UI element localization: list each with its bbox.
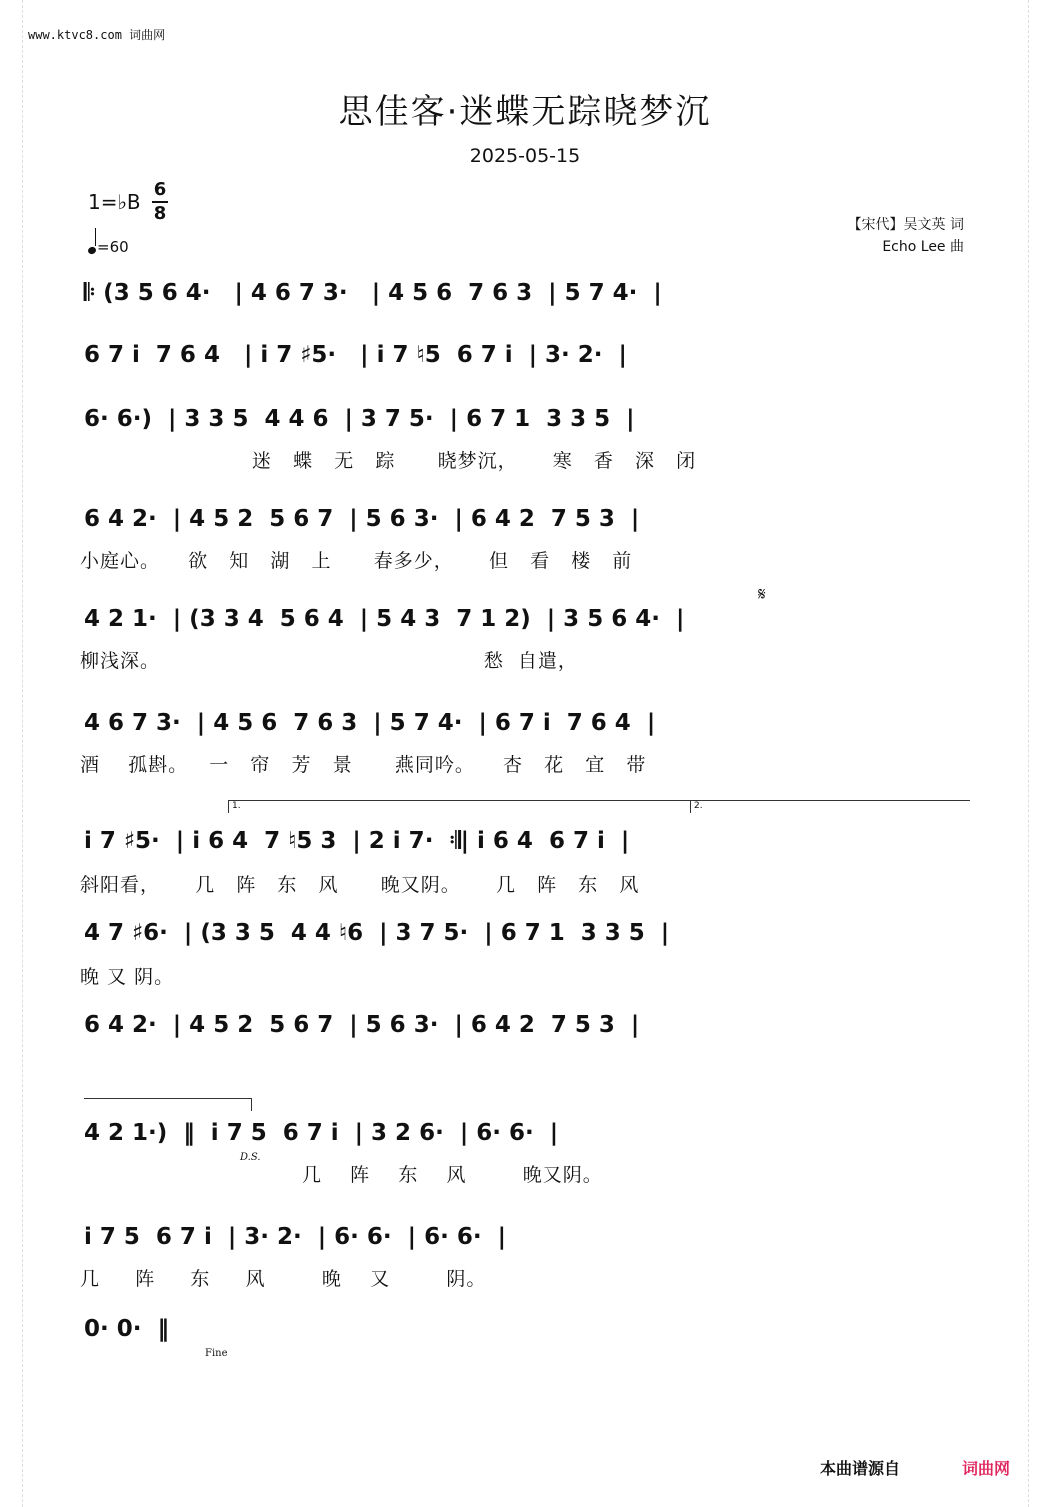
note-stem — [95, 228, 96, 246]
song-date: 2025-05-15 — [469, 145, 581, 167]
ds-bracket — [84, 1098, 252, 1111]
footer-site-link[interactable]: 词曲网 — [961, 1459, 1010, 1478]
right-edge-line — [1028, 0, 1029, 1507]
lyrics-row-10: 几 阵 东 风 晚又阴。 — [302, 1164, 603, 1186]
lyrics-row-3: 迷 蝶 无 踪 晓梦沉， 寒 香 深 闭 — [252, 450, 697, 472]
score-row-3: 6· 6·) | 3 3 5 4 4 6 | 3 7 5· | 6 7 1 3 3 5 | — [84, 406, 635, 432]
time-signature — [152, 180, 168, 224]
score-row-10: 4 2 1·) ‖ i 7 5 6 7 i | 3 2 6· | 6· 6· | — [84, 1120, 559, 1146]
score-row-7: i 7 ♯5· | i 6 4 7 ♮5 3 | 2 i 7· 𝄇| i 6 4 6 7 i | — [84, 828, 630, 854]
score-row-4: 6 4 2· | 4 5 2 5 6 7 | 5 6 3· | 6 4 2 7 5 3 | — [84, 506, 640, 532]
meter-top: 6 — [153, 179, 167, 200]
ds-label: D.S. — [240, 1152, 261, 1163]
volta-1: 1. — [228, 800, 690, 813]
score-row-5: 4 2 1· | (3 3 4 5 6 4 | 5 4 3 7 1 2) | 3 5 6 4· | — [84, 606, 685, 632]
site-url[interactable]: www.ktvc8.com 词曲网 — [28, 28, 166, 42]
composer-credit: Echo Lee 曲 — [882, 239, 964, 255]
lyrics-row-6: 酒 孤斟。 一 帘 芳 景 燕同吟。 杏 花 宜 带 — [80, 754, 647, 776]
score-row-1: 𝄆 (3 5 6 4· | 4 6 7 3· | 4 5 6 7 6 3 | 5 7 4· | — [84, 280, 662, 306]
fine-label: Fine — [205, 1348, 228, 1359]
lyrics-row-4: 小庭心。 欲 知 湖 上 春多少， 但 看 楼 前 — [80, 550, 633, 572]
tempo-value: =60 — [97, 238, 129, 256]
segno-sign: 𝄋 — [758, 584, 766, 605]
score-row-2: 6 7 i 7 6 4 | i 7 ♯5· | i 7 ♮5 6 7 i | 3· 2· | — [84, 342, 627, 368]
meter-bottom: 8 — [153, 203, 167, 224]
left-edge-line — [22, 0, 23, 1507]
volta-2: 2. — [690, 800, 970, 813]
tempo-mark — [88, 234, 129, 256]
lyrics-row-7: 斜阳看， 几 阵 东 风 晚又阴。 几 阵 东 风 — [80, 874, 640, 896]
score-row-11: i 7 5 6 7 i | 3· 2· | 6· 6· | 6· 6· | — [84, 1224, 506, 1250]
quarter-note-icon — [87, 246, 97, 255]
score-row-9: 6 4 2· | 4 5 2 5 6 7 | 5 6 3· | 6 4 2 7 5 3 | — [84, 1012, 640, 1038]
score-row-12: 0· 0· ‖ — [84, 1316, 170, 1342]
score-row-8: 4 7 ♯6· | (3 3 5 4 4 ♮6 | 3 7 5· | 6 7 1 3 3 5 | — [84, 920, 670, 946]
lyrics-row-11: 几 阵 东 风 晚 又 阴。 — [80, 1268, 487, 1290]
lyrics-row-5: 柳浅深。 愁 自遣， — [80, 650, 578, 672]
lyricist-credit: 【宋代】吴文英 词 — [847, 217, 964, 233]
footer-source-label: 本曲谱源自 — [819, 1459, 900, 1478]
song-title: 思佳客·迷蝶无踪晓梦沉 — [338, 92, 712, 132]
lyrics-row-8: 晚 又 阴。 — [80, 966, 175, 988]
key-signature: 1=♭B — [88, 190, 141, 214]
score-row-6: 4 6 7 3· | 4 5 6 7 6 3 | 5 7 4· | 6 7 i 7 6 4 | — [84, 710, 656, 736]
